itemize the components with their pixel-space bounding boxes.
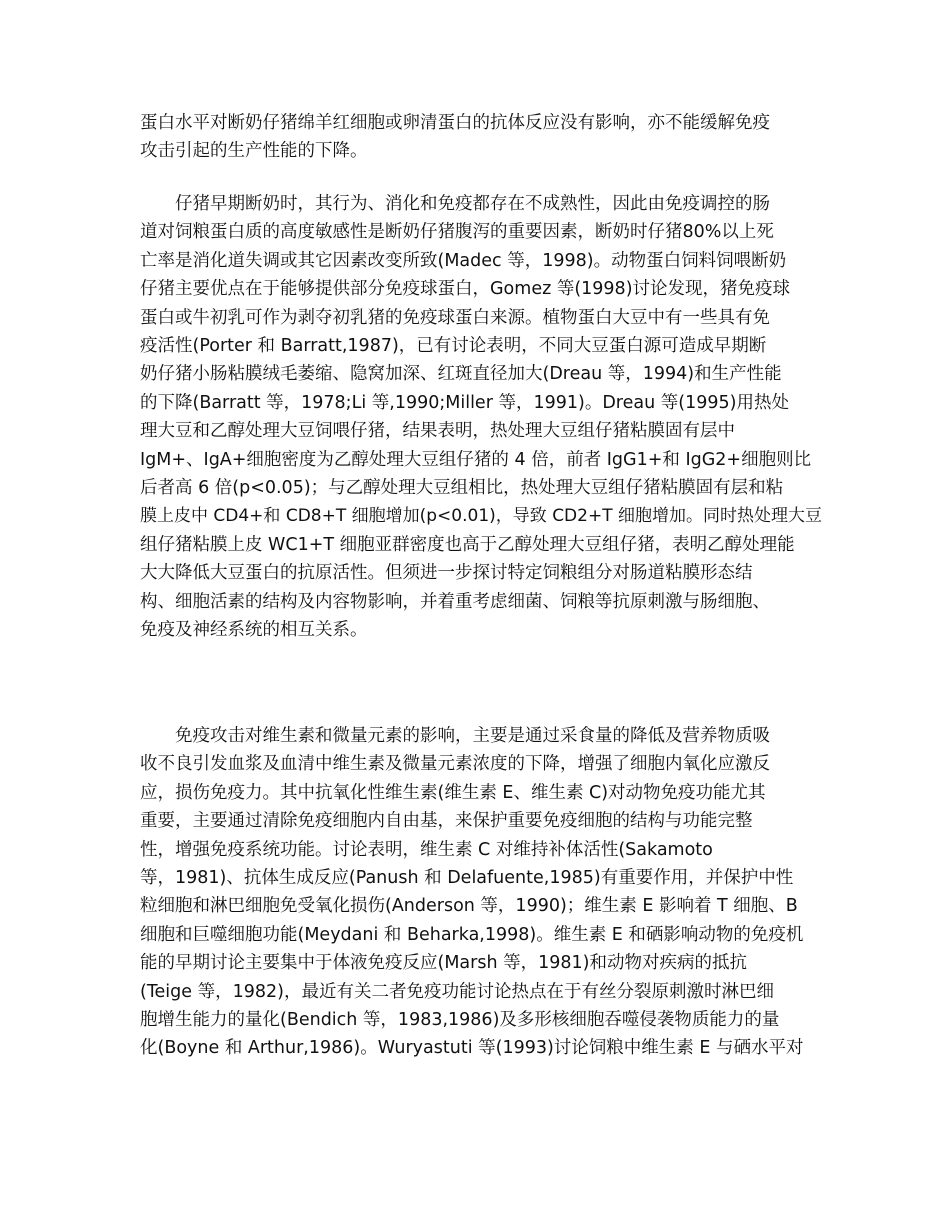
text-line: 免疫及神经系统的相互关系。 bbox=[140, 620, 368, 641]
text-line: 组仔猪粘膜上皮 WC1+T 细胞亚群密度也高于乙醇处理大豆组仔猪，表明乙醇处理能 bbox=[140, 534, 795, 555]
text-line: 疫活性(Porter 和 Barratt,1987)，已有讨论表明，不同大豆蛋白源可造成早期断 bbox=[140, 336, 767, 357]
text-line: 蛋白或牛初乳可作为剥夺初乳猪的免疫球蛋白来源。植物蛋白大豆中有一些具有免 bbox=[140, 307, 770, 328]
text-line: 细胞和巨噬细胞功能(Meydani 和 Beharka,1998)。维生素 E 和硒影响动物的免疫机 bbox=[140, 924, 804, 945]
paragraph-1 bbox=[140, 109, 830, 166]
text-line: 奶仔猪小肠粘膜绒毛萎缩、隐窝加深、红斑直径加大(Dreau 等，1994)和生产性能 bbox=[140, 364, 782, 385]
text-line: 道对饲粮蛋白质的高度敏感性是断奶仔猪腹泻的重要因素，断奶时仔猪80%以上死 bbox=[140, 222, 774, 243]
text-line: 构、细胞活素的结构及内容物影响，并着重考虑细菌、饲粮等抗原刺激与肠细胞、 bbox=[140, 591, 770, 612]
text-line: 胞增生能力的量化(Bendich 等，1983,1986)及多形核细胞吞噬侵袭物质能力的量 bbox=[140, 1010, 780, 1031]
text-line: 能的早期讨论主要集中于体液免疫反应(Marsh 等，1981)和动物对疾病的抵抗 bbox=[140, 953, 747, 974]
text-line: 免疫攻击对维生素和微量元素的影响，主要是通过采食量的降低及营养物质吸 bbox=[175, 726, 770, 746]
text-line: 的下降(Barratt 等，1978;Li 等,1990;Miller 等，1991)。Dreau 等(1995)用热处 bbox=[140, 392, 789, 413]
text-line: (Teige 等，1982)，最近有关二者免疫功能讨论热点在于有丝分裂原刺激时淋巴细 bbox=[140, 981, 774, 1002]
text-line: 性，增强免疫系统功能。讨论表明，维生素 C 对维持补体活性(Sakamoto bbox=[140, 839, 713, 860]
text-line: 收不良引发血浆及血清中维生素及微量元素浓度的下降，增强了细胞内氧化应激反 bbox=[140, 754, 770, 775]
text-line: 蛋白水平对断奶仔猪绵羊红细胞或卵清蛋白的抗体反应没有影响，亦不能缓解免疫 bbox=[140, 113, 770, 133]
text-line: 化(Boyne 和 Arthur,1986)。Wuryastuti 等(1993)讨论饲粮中维生素 E 与硒水平对 bbox=[140, 1038, 804, 1059]
text-line: 等，1981)、抗体生成反应(Panush 和 Delafuente,1985)有重要作用，并保护中性 bbox=[140, 868, 794, 889]
paragraph-2 bbox=[140, 190, 830, 645]
text-line: 攻击引起的生产性能的下降。 bbox=[140, 141, 368, 162]
text-line: 大大降低大豆蛋白的抗原活性。但须进一步探讨特定饲粮组分对肠道粘膜形态结 bbox=[140, 563, 753, 584]
text-line: 膜上皮中 CD4+和 CD8+T 细胞增加(p<0.01)，导致 CD2+T 细胞增加。同时热处理大豆 bbox=[140, 506, 822, 527]
text-line: 应，损伤免疫力。其中抗氧化性维生素(维生素 E、维生素 C)对动物免疫功能尤其 bbox=[140, 782, 766, 803]
paragraph-3 bbox=[140, 722, 830, 1063]
text-line: 仔猪主要优点在于能够提供部分免疫球蛋白，Gomez 等(1998)讨论发现，猪免疫球 bbox=[140, 279, 791, 300]
text-line: 仔猪早期断奶时，其行为、消化和免疫都存在不成熟性，因此由免疫调控的肠 bbox=[175, 194, 770, 214]
text-line: 理大豆和乙醇处理大豆饲喂仔猪，结果表明，热处理大豆组仔猪粘膜固有层中 bbox=[140, 421, 735, 442]
text-line: 亡率是消化道失调或其它因素改变所致(Madec 等，1998)。动物蛋白饲料饲喂断奶 bbox=[140, 250, 787, 271]
text-line: 重要，主要通过清除免疫细胞内自由基，来保护重要免疫细胞的结构与功能完整 bbox=[140, 811, 753, 832]
text-line: IgM+、IgA+细胞密度为乙醇处理大豆组仔猪的 4 倍，前者 IgG1+和 IgG2+细胞则比 bbox=[140, 449, 812, 470]
text-line: 粒细胞和淋巴细胞免受氧化损伤(Anderson 等，1990)；维生素 E 影响着 T 细胞、B bbox=[140, 896, 798, 917]
text-line: 后者高 6 倍(p<0.05)；与乙醇处理大豆组相比，热处理大豆组仔猪粘膜固有层和粘 bbox=[140, 478, 784, 499]
